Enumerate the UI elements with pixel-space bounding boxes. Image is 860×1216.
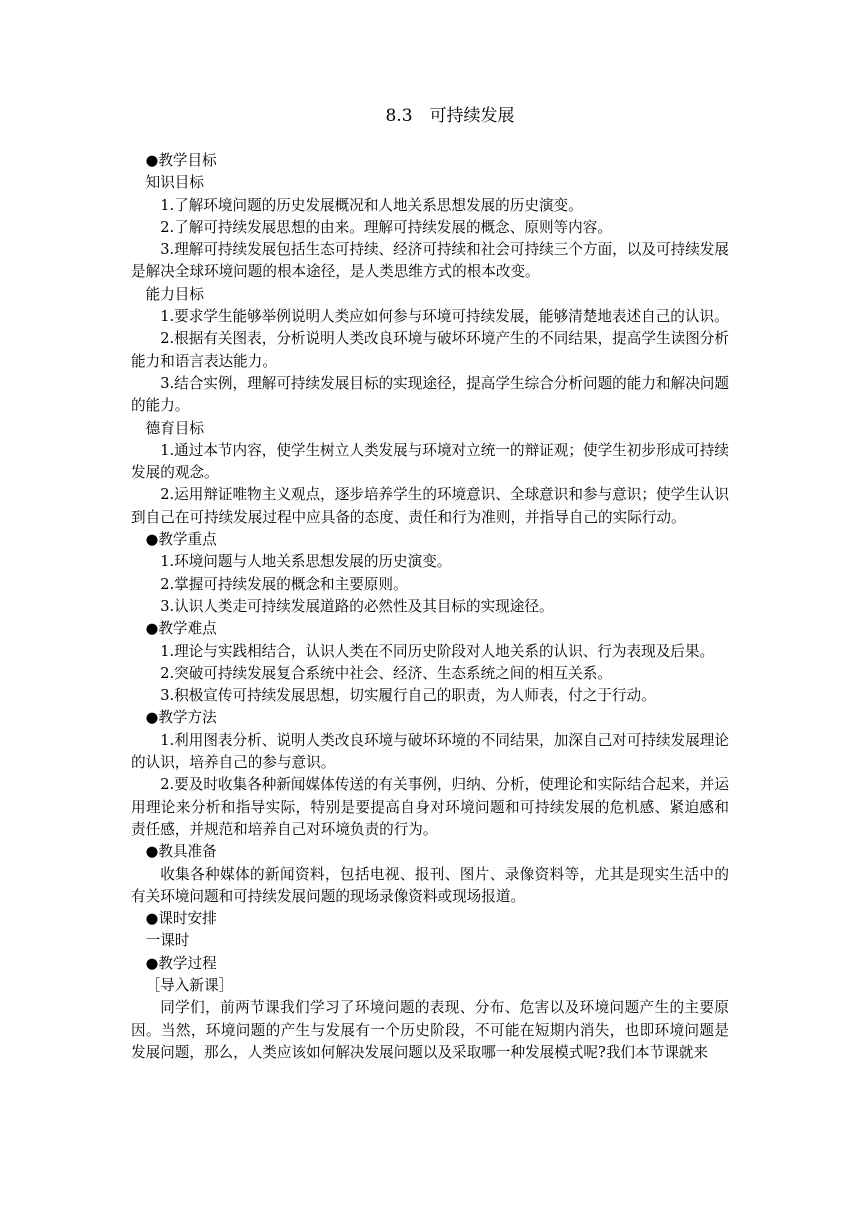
paragraph: 同学们，前两节课我们学习了环境问题的表现、分布、危害以及环境问题产生的主要原因。当然，环境问题的产生与发展有一个历史阶段，不可能在短期内消失，也即环境问题是发展问题，那么，人类应该如何解决发展问题以及采取哪一种发展模式呢?我们本节课就来 xyxy=(131,999,729,1061)
paragraph: 3.理解可持续发展包括生态可持续、经济可持续和社会可持续三个方面，以及可持续发展是解决全球环境问题的根本途径，是人类思维方式的根本改变。 xyxy=(131,241,729,281)
page-title: 8.3 可持续发展 xyxy=(385,106,515,126)
paragraph: 2.要及时收集各种新闻媒体传送的有关事例，归纳、分析，使理论和实际结合起来，并运用理论来分析和指导实际，特别是要提高自身对环境问题和可持续发展的危机感、紧迫感和责任感，并规范和培养自己对环境负责的行为。 xyxy=(131,776,729,838)
paragraph: 2.突破可持续发展复合系统中社会、经济、生态系统之间的相互关系。 xyxy=(160,664,612,682)
paragraph: 1.通过本节内容，使学生树立人类发展与环境对立统一的辩证观；使学生初步形成可持续发展的观念。 xyxy=(131,441,729,482)
subheading-knowledge: 知识目标 xyxy=(145,174,204,192)
paragraph: 收集各种媒体的新闻资料，包括电视、报刊、图片、录像资料等，尤其是现实生活中的有关环境问题和可持续发展问题的现场录像资料或现场报道。 xyxy=(131,865,729,905)
paragraph: 2.掌握可持续发展的概念和主要原则。 xyxy=(160,575,408,593)
paragraph: 3.积极宣传可持续发展思想，切实履行自己的职责，为人师表，付之于行动。 xyxy=(160,687,656,705)
section-heading-focus: ●教学重点 xyxy=(145,531,217,549)
section-heading-goals: ●教学目标 xyxy=(145,152,217,169)
subheading-intro: ［导入新课］ xyxy=(145,976,234,994)
paragraph: 2.运用辩证唯物主义观点，逐步培养学生的环境意识、全球意识和参与意识；使学生认识到自己在可持续发展过程中应具备的态度、责任和行为准则，并指导自己的实际行动。 xyxy=(131,486,729,526)
paragraph: 1.了解环境问题的历史发展概况和人地关系思想发展的历史演变。 xyxy=(160,196,583,214)
subheading-ability: 能力目标 xyxy=(145,285,204,303)
paragraph: 1.理论与实践相结合，认识人类在不同历史阶段对人地关系的认识、行为表现及后果。 xyxy=(160,642,715,660)
document-body xyxy=(131,150,729,1064)
paragraph: 2.了解可持续发展思想的由来。理解可持续发展的概念、原则等内容。 xyxy=(160,218,612,236)
paragraph: 1.要求学生能够举例说明人类应如何参与环境可持续发展，能够清楚地表述自己的认识。 xyxy=(160,308,729,326)
paragraph: 1.利用图表分析、说明人类改良环境与破坏环境的不同结果，加深自己对可持续发展理论的认识，培养自己的参与意识。 xyxy=(131,731,729,772)
paragraph: 3.结合实例，理解可持续发展目标的实现途径，提高学生综合分析问题的能力和解决问题的能力。 xyxy=(131,374,729,415)
section-heading-tools: ●教具准备 xyxy=(145,843,217,861)
paragraph: 3.认识人类走可持续发展道路的必然性及其目标的实现途径。 xyxy=(160,597,554,615)
paragraph: 1.环境问题与人地关系思想发展的历史演变。 xyxy=(160,553,452,571)
section-heading-process: ●教学过程 xyxy=(145,954,217,972)
subheading-moral: 德育目标 xyxy=(145,419,204,437)
paragraph: 2.根据有关图表，分析说明人类改良环境与破坏环境产生的不同结果，提高学生读图分析能力和语言表达能力。 xyxy=(131,330,729,370)
section-heading-method: ●教学方法 xyxy=(145,709,217,727)
section-heading-schedule: ●课时安排 xyxy=(145,910,217,928)
section-heading-difficulty: ●教学难点 xyxy=(145,620,217,638)
paragraph: 一课时 xyxy=(145,932,190,950)
